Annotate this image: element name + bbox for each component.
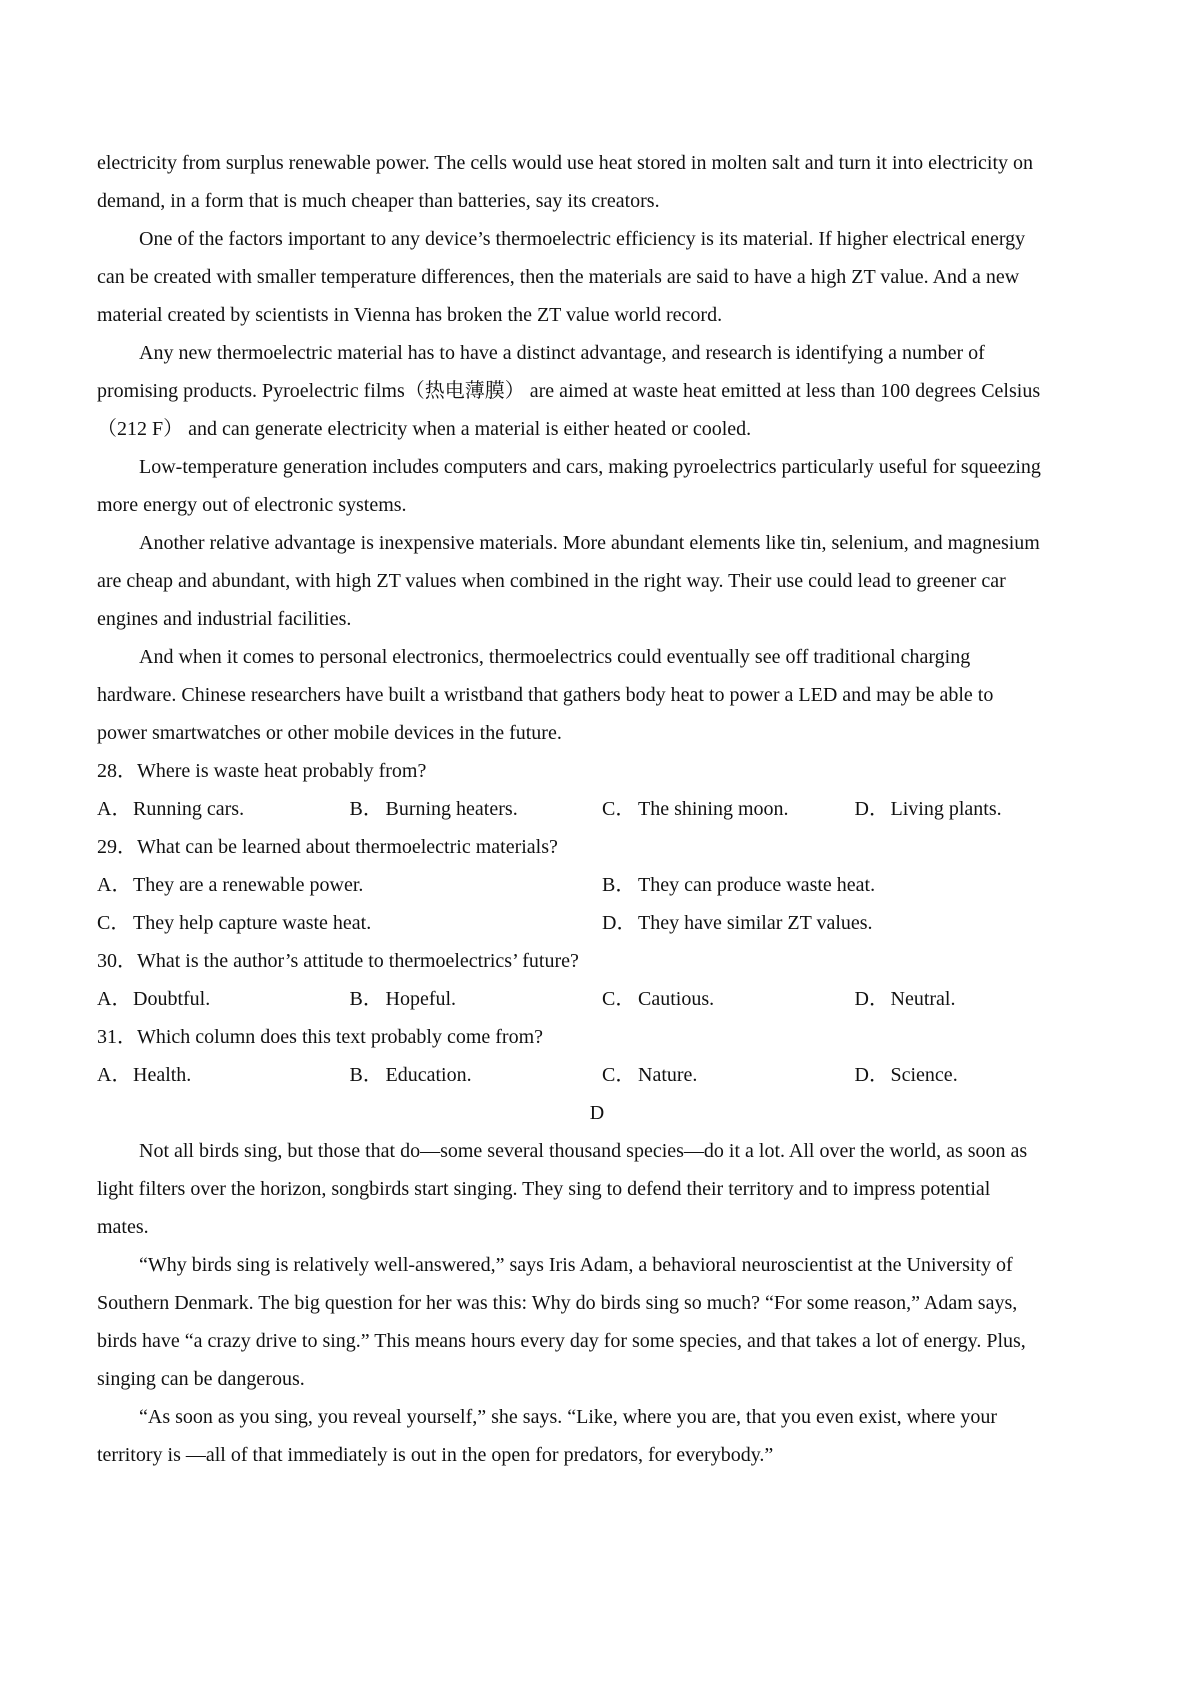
option-text: Doubtful. xyxy=(133,988,211,1010)
option-letter: B． xyxy=(602,874,636,896)
option-c[interactable] xyxy=(602,790,855,828)
option-c[interactable] xyxy=(602,980,855,1018)
option-letter: C． xyxy=(602,988,636,1010)
passage-line: One of the factors important to any device’s thermoelectric efficiency is its material. If higher electrical energy xyxy=(139,228,1026,250)
option-text: Neutral. xyxy=(890,988,956,1010)
passage-line: mates. xyxy=(97,1216,149,1238)
passage-d xyxy=(97,1132,1107,1474)
option-letter: C． xyxy=(602,798,636,820)
passage-line: Not all birds sing, but those that do—some several thousand species—do it a lot. All over the world, as soon as xyxy=(139,1140,1028,1162)
passage-line: light filters over the horizon, songbirds start singing. They sing to defend their territory and to impress potential xyxy=(97,1178,991,1200)
passage-line: “Why birds sing is relatively well-answered,” says Iris Adam, a behavioral neuroscientist at the University of xyxy=(139,1254,1013,1276)
passage-line: “As soon as you sing, you reveal yourself,” she says. “Like, where you are, that you even exist, where your xyxy=(139,1406,998,1428)
option-letter: C． xyxy=(97,912,131,934)
option-text: Running cars. xyxy=(133,798,245,820)
passage-line: promising products. Pyroelectric films（热电薄膜） are aimed at waste heat emitted at less than 100 degrees Celsius xyxy=(97,380,1041,402)
passage-line: Southern Denmark. The big question for her was this: Why do birds sing so much? “For some reason,” Adam says, xyxy=(97,1292,1018,1314)
option-b[interactable] xyxy=(602,866,1107,904)
passage-line: territory is —all of that immediately is out in the open for predators, for everybody.” xyxy=(97,1444,774,1466)
option-a[interactable] xyxy=(97,866,602,904)
option-letter: A． xyxy=(97,1064,132,1086)
passage-line: can be created with smaller temperature differences, then the materials are said to have a high ZT value. And a new xyxy=(97,266,1020,288)
passage-line: Low-temperature generation includes computers and cars, making pyroelectrics particularly useful for squeezing xyxy=(139,456,1041,478)
passage-line: more energy out of electronic systems. xyxy=(97,494,407,516)
question-stem: 28．Where is waste heat probably from? xyxy=(97,760,427,782)
passage-line: Any new thermoelectric material has to have a distinct advantage, and research is identifying a number of xyxy=(139,342,985,364)
question-stem: 31．Which column does this text probably come from? xyxy=(97,1026,544,1048)
option-text: Nature. xyxy=(638,1064,698,1086)
passage-line: electricity from surplus renewable power. The cells would use heat stored in molten salt and turn it into electricity on xyxy=(97,152,1034,174)
option-row xyxy=(97,1056,1107,1094)
option-d[interactable] xyxy=(855,790,1108,828)
passage-c xyxy=(97,144,1107,752)
option-c[interactable] xyxy=(97,904,602,942)
exam-page xyxy=(97,144,1107,1474)
passage-line: engines and industrial facilities. xyxy=(97,608,352,630)
option-letter: B． xyxy=(349,988,383,1010)
passage-line: demand, in a form that is much cheaper than batteries, say its creators. xyxy=(97,190,660,212)
option-a[interactable] xyxy=(97,1056,350,1094)
option-row xyxy=(97,904,1107,942)
passage-line: are cheap and abundant, with high ZT values when combined in the right way. Their use could lead to greener car xyxy=(97,570,1006,592)
option-a[interactable] xyxy=(97,980,350,1018)
option-text: The shining moon. xyxy=(638,798,789,820)
option-letter: A． xyxy=(97,988,132,1010)
question-29 xyxy=(97,828,1107,942)
option-text: Education. xyxy=(385,1064,472,1086)
option-b[interactable] xyxy=(350,1056,603,1094)
option-d[interactable] xyxy=(855,980,1108,1018)
option-d[interactable] xyxy=(855,1056,1108,1094)
option-text: They have similar ZT values. xyxy=(638,912,873,934)
option-row xyxy=(97,980,1107,1018)
passage-line: singing can be dangerous. xyxy=(97,1368,305,1390)
passage-line: （212 F） and can generate electricity when a material is either heated or cooled. xyxy=(97,418,752,440)
option-row xyxy=(97,866,1107,904)
section-heading: D xyxy=(589,1102,605,1124)
passage-line: hardware. Chinese researchers have built a wristband that gathers body heat to power a LED and may be able to xyxy=(97,684,994,706)
option-text: Cautious. xyxy=(638,988,715,1010)
option-letter: A． xyxy=(97,874,132,896)
passage-line: Another relative advantage is inexpensive materials. More abundant elements like tin, selenium, and magnesium xyxy=(139,532,1040,554)
option-text: They are a renewable power. xyxy=(133,874,364,896)
question-30 xyxy=(97,942,1107,1018)
option-b[interactable] xyxy=(350,980,603,1018)
option-text: Science. xyxy=(890,1064,958,1086)
option-d[interactable] xyxy=(602,904,1107,942)
option-text: They can produce waste heat. xyxy=(638,874,876,896)
option-letter: A． xyxy=(97,798,132,820)
option-letter: D． xyxy=(854,988,889,1010)
option-text: They help capture waste heat. xyxy=(133,912,372,934)
question-stem: 30．What is the author’s attitude to thermoelectrics’ future? xyxy=(97,950,579,972)
option-a[interactable] xyxy=(97,790,350,828)
question-31 xyxy=(97,1018,1107,1094)
option-letter: B． xyxy=(349,1064,383,1086)
option-letter: C． xyxy=(602,1064,636,1086)
option-letter: D． xyxy=(602,912,637,934)
option-text: Living plants. xyxy=(890,798,1002,820)
option-c[interactable] xyxy=(602,1056,855,1094)
option-text: Burning heaters. xyxy=(385,798,518,820)
option-b[interactable] xyxy=(350,790,603,828)
option-letter: D． xyxy=(854,1064,889,1086)
option-text: Hopeful. xyxy=(385,988,457,1010)
option-text: Health. xyxy=(133,1064,192,1086)
passage-line: power smartwatches or other mobile devices in the future. xyxy=(97,722,562,744)
option-letter: D． xyxy=(854,798,889,820)
passage-line: material created by scientists in Vienna has broken the ZT value world record. xyxy=(97,304,723,326)
passage-line: And when it comes to personal electronics, thermoelectrics could eventually see off traditional charging xyxy=(139,646,971,668)
question-28 xyxy=(97,752,1107,828)
option-row xyxy=(97,790,1107,828)
question-stem: 29．What can be learned about thermoelectric materials? xyxy=(97,836,558,858)
passage-line: birds have “a crazy drive to sing.” This means hours every day for some species, and that takes a lot of energy. Plus, xyxy=(97,1330,1026,1352)
option-letter: B． xyxy=(349,798,383,820)
